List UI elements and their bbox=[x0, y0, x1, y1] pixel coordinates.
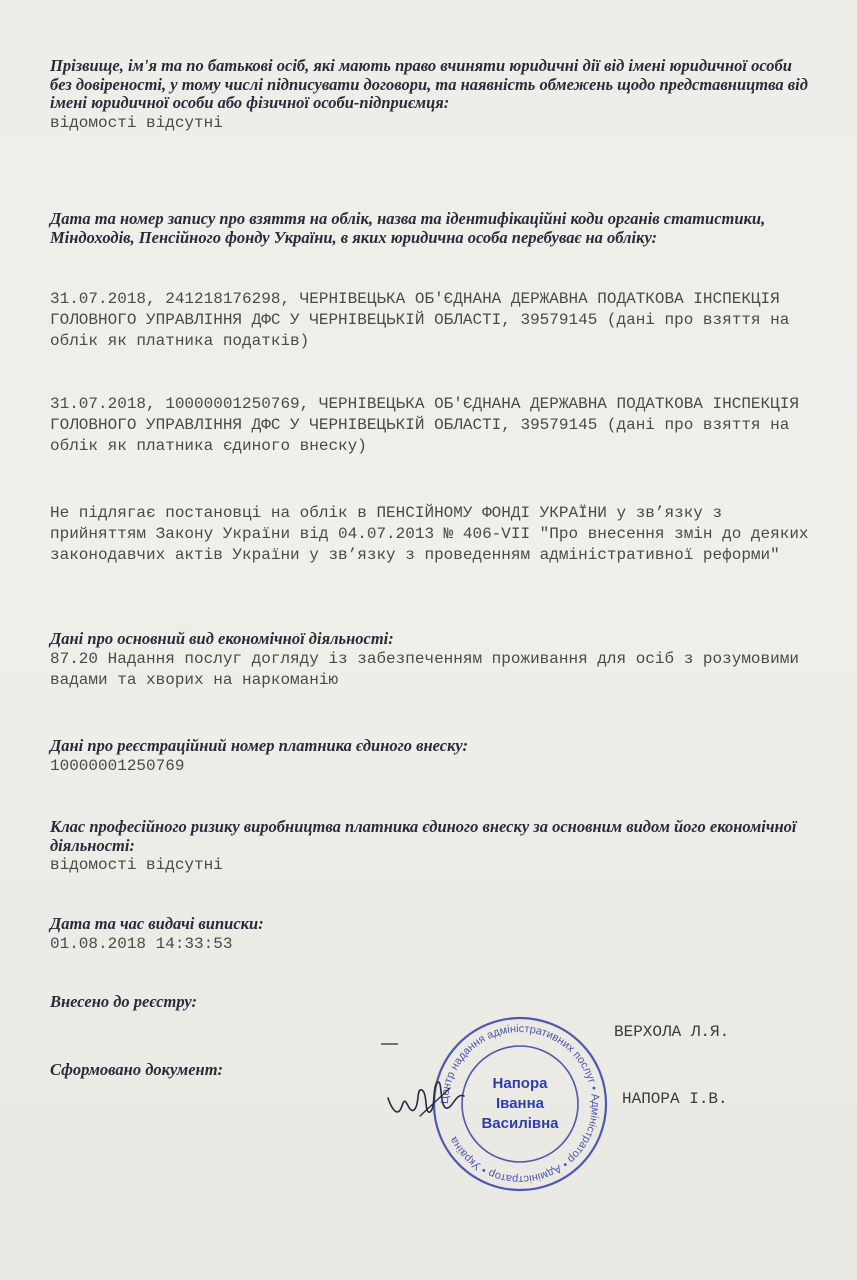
entered-name: ВЕРХОЛА Л.Я. bbox=[614, 1023, 730, 1041]
pension-note: Не підлягає постановці на облік в ПЕНСІЙНОМУ ФОНДІ УКРАЇНИ у зв’язку з прийняттям Закону України від 04.07.2013 № 406-VII "Про внесення змін до деяких законодавчих актів України у зв’язку з проведенням адміністративної реформи" bbox=[50, 504, 819, 564]
representatives-header: Прізвище, ім'я та по батькові осіб, які мають право вчиняти юридичні дії від імені юридичної особи без довіреності, у тому числі підписувати договори, та наявність обмежень щодо представництва від імені юридичної особи або фізичної особи-підприємця: bbox=[50, 56, 808, 112]
formed-header: Сформовано документ: bbox=[50, 1060, 224, 1079]
stamp-center-line: Іванна bbox=[496, 1095, 544, 1112]
issue-datetime-value: 01.08.2018 14:33:53 bbox=[50, 934, 233, 953]
stamp-ring-text: Центр надання адміністративних послуг • Адміністратор • Адміністратор • Україна bbox=[438, 1022, 602, 1186]
issue-datetime-section bbox=[50, 915, 810, 955]
entered-section bbox=[50, 993, 350, 1012]
risk-class-section bbox=[50, 818, 810, 876]
entered-header: Внесено до реєстру: bbox=[50, 992, 198, 1011]
registration-header: Дата та номер запису про взяття на облік, назва та ідентифікаційні коди органів статистики, Міндоходів, Пенсійного фонду України, в яких юридична особа перебуває на обліку: bbox=[50, 209, 766, 247]
contribution-number-header: Дані про реєстраційний номер платника єдиного внеску: bbox=[50, 736, 469, 755]
contribution-number-section bbox=[50, 737, 810, 777]
activity-section bbox=[50, 630, 810, 691]
representatives-value: відомості відсутні bbox=[50, 113, 223, 132]
stamp-center-line: Василівна bbox=[481, 1115, 559, 1132]
registration-entry: 31.07.2018, 10000001250769, ЧЕРНІВЕЦЬКА ОБ'ЄДНАНА ДЕРЖАВНА ПОДАТКОВА ІНСПЕКЦІЯ ГОЛОВНОГО УПРАВЛІННЯ ДФС У ЧЕРНІВЕЦЬКІЙ ОБЛАСТІ, 39579145 (дані про взяття на облік як платника єдиного внеску) bbox=[50, 395, 809, 455]
formed-name: НАПОРА І.В. bbox=[622, 1090, 728, 1108]
activity-value: 87.20 Надання послуг догляду із забезпеченням проживання для осіб з розумовими вадами та хворих на наркоманію bbox=[50, 649, 809, 689]
activity-header: Дані про основний вид економічної діяльності: bbox=[50, 629, 394, 648]
handwritten-signature-icon bbox=[380, 1070, 490, 1130]
stamp-center-line: Напора bbox=[492, 1075, 548, 1092]
contribution-number-value: 10000001250769 bbox=[50, 756, 185, 775]
registration-section bbox=[50, 210, 810, 499]
registration-entries bbox=[50, 247, 810, 499]
formed-section bbox=[50, 1061, 350, 1080]
representatives-section bbox=[50, 57, 810, 134]
risk-class-header: Клас професійного ризику виробництва платника єдиного внеску за основним видом його економічної діяльності: bbox=[50, 817, 797, 855]
registration-entry: 31.07.2018, 241218176298, ЧЕРНІВЕЦЬКА ОБ'ЄДНАНА ДЕРЖАВНА ПОДАТКОВА ІНСПЕКЦІЯ ГОЛОВНОГО УПРАВЛІННЯ ДФС У ЧЕРНІВЕЦЬКІЙ ОБЛАСТІ, 39579145 (дані про взяття на облік як платника податків) bbox=[50, 290, 799, 350]
issue-datetime-header: Дата та час видачі виписки: bbox=[50, 914, 264, 933]
pension-note-section bbox=[50, 503, 819, 566]
pen-mark-icon bbox=[380, 1040, 400, 1048]
risk-class-value: відомості відсутні bbox=[50, 856, 223, 874]
